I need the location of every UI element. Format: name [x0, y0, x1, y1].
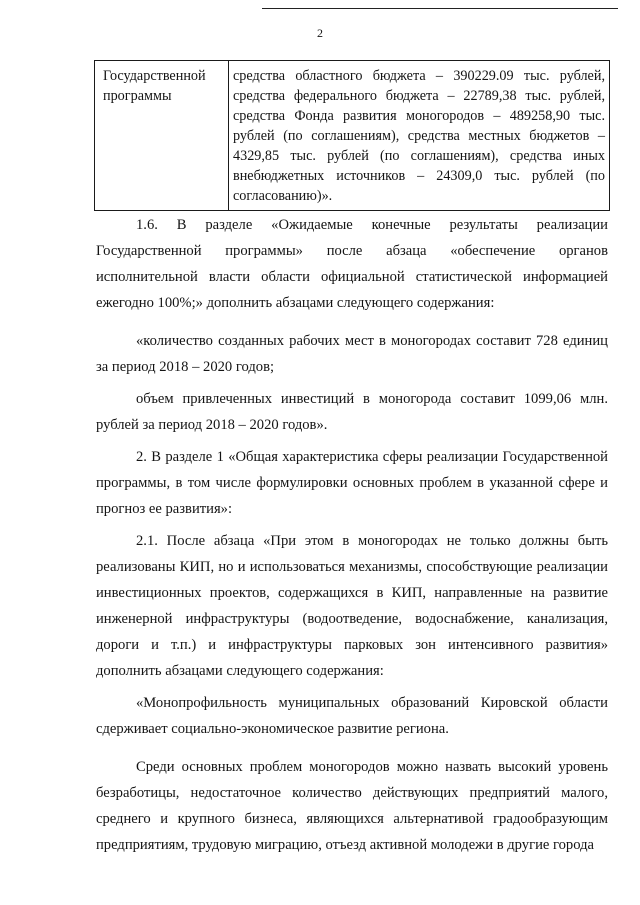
paragraph-jobs-created: «количество созданных рабочих мест в моногородах составит 728 единиц за период 2018 – 2020 годов; — [96, 333, 608, 375]
paragraph-investments: объем привлеченных инвестиций в моногорода составит 1099,06 млн. рублей за период 2018 – 2020 годов». — [96, 391, 608, 433]
table-row — [95, 61, 610, 211]
funding-table — [94, 60, 610, 211]
header-rule — [262, 8, 618, 9]
table-value-cell: средства областного бюджета – 390229.09 тыс. рублей, средства федерального бюджета – 22789,38 тыс. рублей, средства Фонда развития моногородов – 489258,90 тыс. рублей (по соглашениям), средства местных бюджетов – 4329,85 тыс. рублей (по соглашениям), средства иных внебюджетных источников – 24309,0 тыс. рублей (по согласованию)». — [229, 61, 610, 211]
table-label-cell: Государственной программы — [95, 61, 229, 211]
paragraph-section-2-1: 2.1. После абзаца «При этом в моногородах не только должны быть реализованы КИП, но и использоваться механизмы, способствующие реализации инвестиционных проектов, содержащихся в КИП, направленные на развитие инженерной инфраструктуры (водоотведение, водоснабжение, канализация, дороги и т.п.) и инфраструктуры парковых зон интенсивного развития» дополнить абзацами следующего содержания: — [96, 533, 608, 679]
paragraph-section-1-6: 1.6. В разделе «Ожидаемые конечные результаты реализации Государственной программы» после абзаца «обеспечение органов исполнительной власти области официальной статистической информацией ежегодно 100%;» дополнить абзацами следующего содержания: — [96, 217, 608, 311]
document-body — [96, 212, 608, 864]
paragraph-monoprofile: «Монопрофильность муниципальных образований Кировской области сдерживает социально-экономическое развитие региона. — [96, 695, 608, 737]
paragraph-main-problems: Среди основных проблем моногородов можно назвать высокий уровень безработицы, недостаточное количество действующих предприятий малого, среднего и крупного бизнеса, являющихся альтернативой градообразующим предприятиям, трудовую миграцию, отъезд активной молодежи в другие города — [96, 759, 608, 853]
paragraph-section-2: 2. В разделе 1 «Общая характеристика сферы реализации Государственной программы, в том числе формулировки основных проблем в указанной сфере и прогноз ее развития»: — [96, 449, 608, 517]
page-number: 2 — [317, 26, 323, 40]
